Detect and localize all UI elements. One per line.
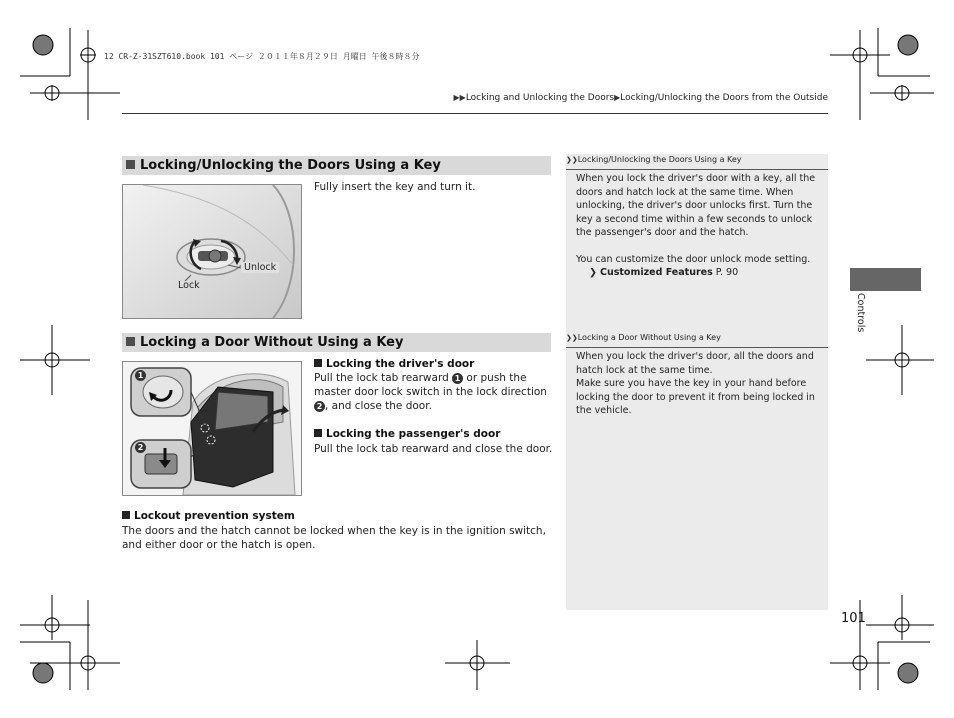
section-1-heading: Locking/Unlocking the Doors Using a Key: [122, 156, 551, 175]
callout-1-icon: 1: [135, 370, 146, 381]
door-figure: [122, 361, 302, 496]
breadcrumb-first[interactable]: Locking and Unlocking the Doors: [465, 93, 615, 103]
section-1-body: Fully insert the key and turn it.: [314, 181, 476, 193]
page-number: 101: [841, 611, 866, 626]
print-header: 12 CR-Z-31SZT610.book 101 ページ ２０１１年８月２９日 月曜日 午後８時８分: [104, 52, 420, 61]
drivers-door-text: Pull the lock tab rearward 1 or push the master door lock switch in the lock direction 2 , and close the door.: [314, 372, 547, 412]
note-1-para-1: When you lock the driver's door with a key, all the doors and hatch lock at the same time. When unlocking, the driver's door unlocks first. Turn the key a second time within a few seconds to unlock the passenger's door and the hatch.: [576, 173, 816, 238]
note-2-rule: [566, 347, 828, 348]
xref-page: P. 90: [712, 267, 739, 278]
breadcrumb-second[interactable]: Locking/Unlocking the Doors from the Outside: [620, 93, 828, 103]
breadcrumb: [454, 93, 829, 103]
lockout-heading: Lockout prevention system: [122, 510, 552, 522]
breadcrumb-arrow-icon: ▶▶: [453, 93, 466, 102]
step-2-icon: 2: [314, 401, 325, 412]
section-2-body: [314, 358, 554, 456]
lockout-text: The doors and the hatch cannot be locked when the key is in the ignition switch, and either door or the hatch is open.: [122, 525, 546, 551]
callout-2-icon: 2: [135, 442, 146, 453]
note-1-xref[interactable]: [576, 266, 822, 280]
passengers-door-heading: Locking the passenger's door: [314, 428, 554, 440]
lockout-section: [122, 510, 552, 552]
note-arrow-icon: ❯❯: [566, 334, 578, 342]
unlock-label: Unlock: [241, 262, 279, 273]
key-lock-figure: [122, 184, 302, 319]
note-arrow-icon: ❯❯: [566, 156, 578, 164]
note-2-para-1: When you lock the driver's door, all the doors and hatch lock at the same time.: [576, 351, 814, 376]
note-2-heading: ❯❯Locking a Door Without Using a Key: [566, 333, 721, 342]
note-1-heading: ❯❯Locking/Unlocking the Doors Using a Key: [566, 155, 742, 164]
note-1-body: [576, 172, 822, 280]
door-illustration: [123, 362, 301, 495]
square-bullet-icon: [314, 429, 322, 437]
square-bullet-icon: [314, 359, 322, 367]
key-lock-illustration: [123, 185, 301, 318]
section-square-icon: [126, 337, 135, 346]
note-1-rule: [566, 169, 828, 170]
drivers-door-heading: Locking the driver's door: [314, 358, 554, 370]
note-1-para-2: You can customize the door unlock mode setting.: [576, 253, 811, 265]
note-2-body: [576, 350, 822, 418]
xref-arrow-icon: ❯: [589, 267, 597, 278]
step-1-icon: 1: [452, 373, 463, 384]
xref-title[interactable]: Customized Features: [600, 267, 713, 278]
section-2-heading: Locking a Door Without Using a Key: [122, 333, 551, 352]
chapter-tab[interactable]: [850, 268, 921, 291]
section-square-icon: [126, 160, 135, 169]
breadcrumb-separator-icon: ▶: [614, 93, 621, 102]
chapter-tab-label: Controls: [855, 293, 866, 333]
header-rule: [122, 113, 828, 114]
passengers-door-text: Pull the lock tab rearward and close the door.: [314, 443, 553, 455]
lock-label: Lock: [178, 280, 200, 291]
note-2-para-2: Make sure you have the key in your hand before locking the door to prevent it from being locked in the vehicle.: [576, 378, 815, 416]
square-bullet-icon: [122, 511, 130, 519]
